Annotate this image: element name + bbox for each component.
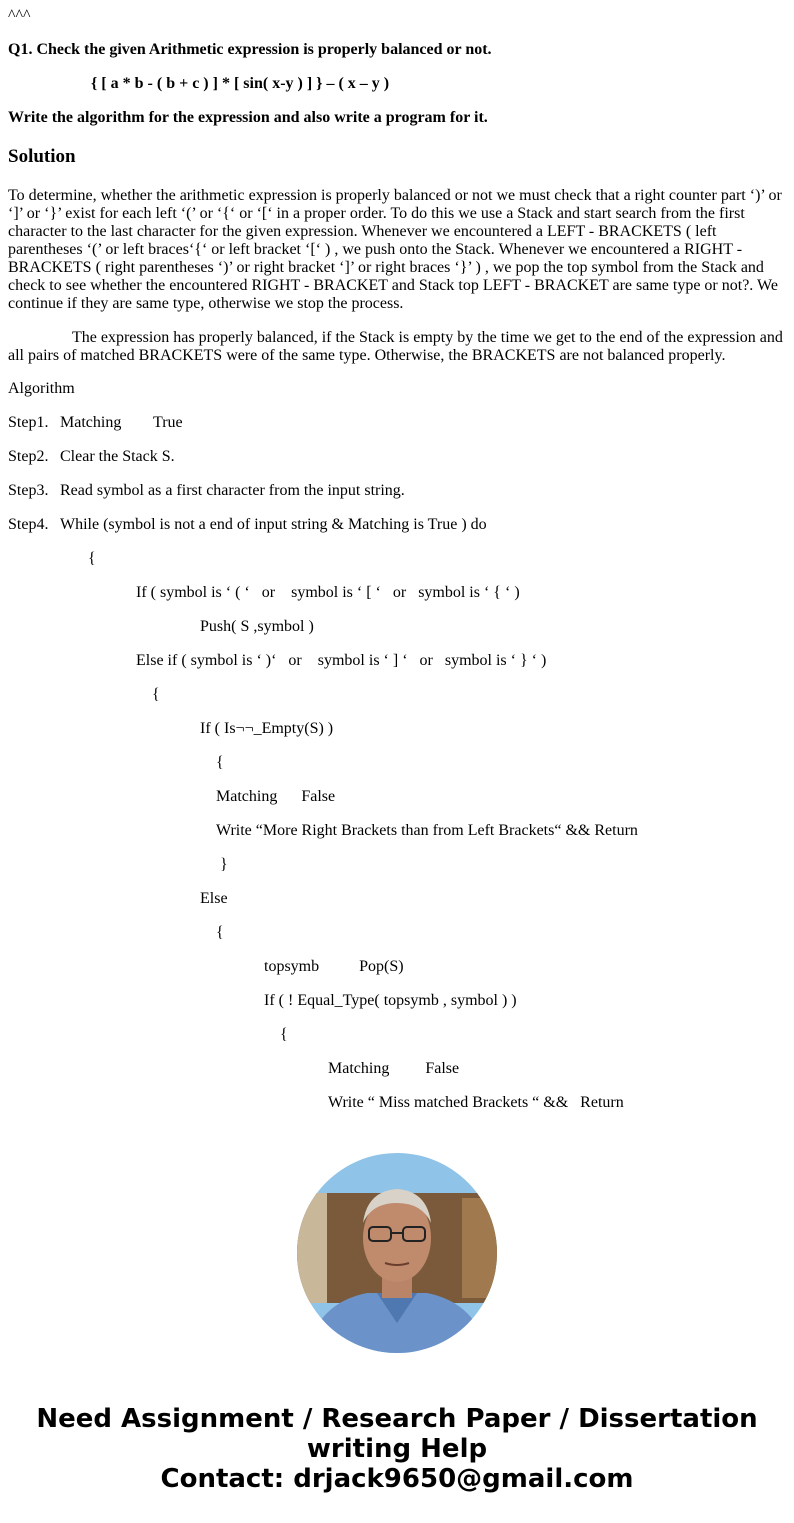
step-text: Matching (60, 414, 122, 431)
solution-paragraph-1: To determine, whether the arithmetic expression is properly balanced or not we must check that a right counter part ‘)’ or ‘]’ or ‘}’ exist for each left ‘(’ or ‘{‘ or ‘[‘ in a proper order. To do this we use a Stack and start search from the first character to the last character for the given expression. Whenever we encountered a LEFT - BRACKETS ( left parentheses ‘(’ or left braces‘{‘ or left bracket ‘[‘ ) , we push onto the Stack. Whenever we encountered a RIGHT - BRACKETS ( right parentheses ‘)’ or right bracket ‘]’ or right braces ‘}’ ) , we pop the top symbol from the Stack and check to see whether the encountered RIGHT - BRACKET and Stack top LEFT - BRACKET are same type or not?. We continue if they are same type, otherwise we stop the process. (8, 187, 782, 312)
step-label: Step1. (8, 414, 49, 431)
step-label: Step3. (8, 482, 49, 499)
code-line: Else (200, 890, 228, 907)
code-line: Matching False (328, 1060, 460, 1077)
code-line: If ( ! Equal_Type( topsymb , symbol ) ) (264, 992, 517, 1009)
footer-contact: Contact: drjack9650@gmail.com (160, 1464, 634, 1494)
step-text: Read symbol as a first character from the input string. (60, 482, 405, 499)
code-line: Else if ( symbol is ‘ )‘ or symbol is ‘ ] ‘ or symbol is ‘ } ‘ ) (136, 652, 547, 669)
code-line: { (88, 550, 96, 567)
code-line: } (220, 856, 228, 873)
code-line: { (216, 754, 224, 771)
algorithm-label: Algorithm (8, 380, 75, 397)
footer-banner (0, 1404, 794, 1494)
code-line: topsymb Pop(S) (264, 958, 404, 975)
step-value: True (153, 414, 183, 431)
step-label: Step4. (8, 516, 49, 533)
question-expression: { [ a * b - ( b + c ) ] * [ sin( x-y ) ] } – ( x – y ) (91, 75, 390, 92)
code-line: Matching False (216, 788, 336, 805)
step-label: Step2. (8, 448, 49, 465)
code-line: Write “More Right Brackets than from Left Brackets“ && Return (216, 822, 638, 839)
code-line: Push( S ,symbol ) (200, 618, 314, 635)
code-line: If ( symbol is ‘ ( ‘ or symbol is ‘ [ ‘ or symbol is ‘ { ‘ ) (136, 584, 520, 601)
question-task: Write the algorithm for the expression and also write a program for it. (8, 109, 488, 126)
solution-paragraph-2: The expression has properly balanced, if the Stack is empty by the time we get to the end of the expression and all pairs of matched BRACKETS were of the same type. Otherwise, the BRACKETS are not balanced properly. (8, 329, 783, 364)
solution-heading: Solution (8, 146, 76, 167)
step-text: While (symbol is not a end of input string & Matching is True ) do (60, 516, 487, 533)
code-line: Write “ Miss matched Brackets “ && Return (328, 1094, 624, 1111)
code-line: If ( Is¬¬_Empty(S) ) (200, 720, 334, 737)
author-photo (297, 1153, 497, 1353)
code-line: { (152, 686, 160, 703)
step-text: Clear the Stack S. (60, 448, 175, 465)
footer-line-1: Need Assignment / Research Paper / Dissertation (36, 1404, 758, 1434)
code-line: { (280, 1026, 288, 1043)
code-line: { (216, 924, 224, 941)
footer-line-2: writing Help (306, 1434, 488, 1464)
question-title: Q1. Check the given Arithmetic expression is properly balanced or not. (8, 41, 492, 58)
header-mark: ^^^ (8, 7, 31, 24)
